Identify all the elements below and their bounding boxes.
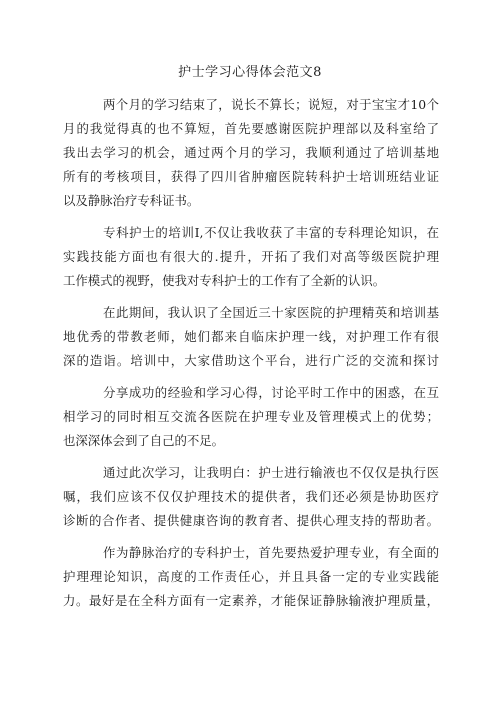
paragraph-line: 嘱，我们应该不仅仅护理技术的提供者，我们还必须是协助医疗	[63, 489, 439, 504]
paragraph-line: 在此期间，我认识了全国近三十家医院的护理精英和培训基	[103, 305, 439, 320]
paragraph-line: 深的造诣。培训中，大家借助这个平台，进行广泛的交流和探讨	[63, 353, 439, 368]
paragraph-line: 以及静脉治疗专科证书。	[63, 193, 200, 208]
paragraph-line: 工作模式的视野，使我对专科护士的工作有了全新的认识。	[63, 273, 386, 288]
paragraph-line: 相学习的同时相互交流各医院在护理专业及管理模式上的优势；	[63, 409, 439, 424]
document-title: 护士学习心得体会范文8	[178, 65, 322, 80]
paragraph-line: 两个月的学习结束了，说长不算长；说短，对于宝宝才10个	[103, 97, 439, 112]
paragraph-line: 力。最好是在全科方面有一定素养，才能保证静脉输液护理质量，	[63, 593, 439, 608]
paragraph-line: 护理理论知识，高度的工作责任心，并且具备一定的专业实践能	[63, 569, 439, 584]
paragraph-line: 作为静脉治疗的专科护士，首先要热爱护理专业，有全面的	[103, 545, 439, 560]
paragraph-line: 诊断的合作者、提供健康咨询的教育者、提供心理支持的帮助者。	[63, 513, 439, 528]
paragraph-line: 专科护士的培训I,不仅让我收获了丰富的专科理论知识，在	[103, 225, 439, 240]
paragraph-line: 月的我觉得真的也不算短，首先要感谢医院护理部以及科室给了	[63, 121, 439, 136]
paragraph-line: 实践技能方面也有很大的.提升，开拓了我们对高等级医院护理	[63, 249, 439, 264]
paragraph-line: 通过此次学习，让我明白：护士进行输液也不仅仅是执行医	[103, 465, 439, 480]
paragraph-line: 我出去学习的机会，通过两个月的学习，我顺利通过了培训基地	[63, 145, 439, 160]
paragraph-line: 也深深体会到了自己的不足。	[63, 433, 225, 448]
paragraph-line: 分享成功的经验和学习心得，讨论平时工作中的困惑，在互	[103, 385, 439, 400]
paragraph-line: 地优秀的带教老师，她们都来自临床护理一线，对护理工作有很	[63, 329, 439, 344]
paragraph-line: 所有的考核项目，获得了四川省肿瘤医院转科护士培训班结业证	[63, 169, 439, 184]
